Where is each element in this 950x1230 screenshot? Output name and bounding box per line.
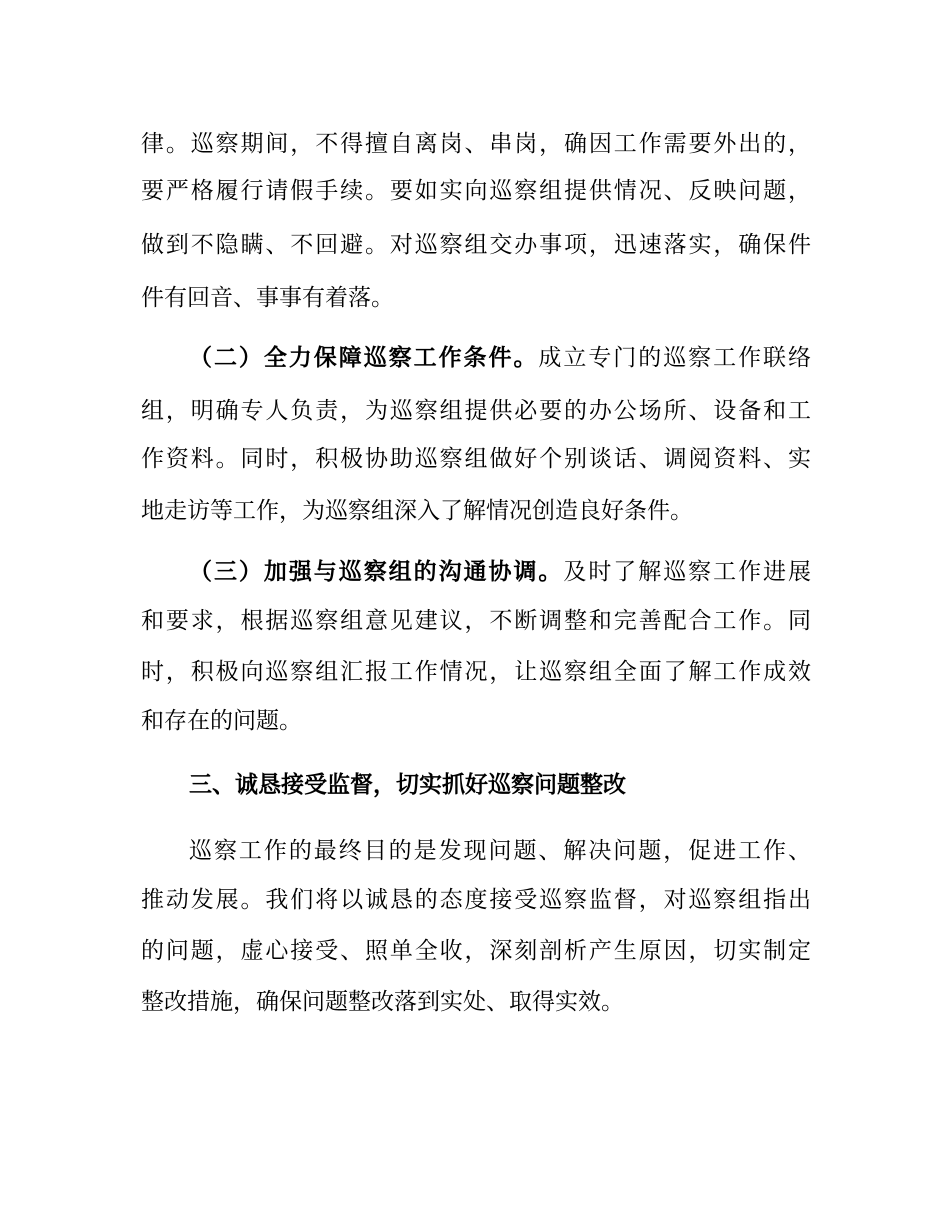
- para3-line-3: 时，积极向巡察组汇报工作情况，让巡察组全面了解工作成效: [141, 659, 811, 685]
- para1-line-1: 律。巡察期间，不得擅自离岗、串岗，确因工作需要外出的，: [141, 131, 811, 157]
- para2-line-4: 地走访等工作，为巡察组深入了解情况创造良好条件。: [141, 498, 693, 524]
- para2-first-line-rest: 成立专门的巡察工作联络: [538, 345, 811, 371]
- para1-line-4: 件有回音、事事有着落。: [141, 285, 394, 311]
- section-heading: 三、诚恳接受监督，切实抓好巡察问题整改: [189, 772, 626, 798]
- para1-line-2: 要严格履行请假手续。要如实向巡察组提供情况、反映问题，: [141, 178, 811, 204]
- para3-first-line: [189, 552, 811, 592]
- para4-first-line: 巡察工作的最终目的是发现问题、解决问题，促进工作、: [189, 838, 811, 864]
- para3-first-line-rest: 及时了解巡察工作进展: [563, 559, 811, 585]
- para4-line-2: 推动发展。我们将以诚恳的态度接受巡察监督，对巡察组指出: [141, 887, 811, 913]
- para3-line-4: 和存在的问题。: [141, 708, 302, 734]
- para3-line-2: 和要求，根据巡察组意见建议，不断调整和完善配合工作。同: [141, 608, 811, 634]
- para4-line-4: 整改措施，确保问题整改落到实处、取得实效。: [141, 989, 624, 1015]
- para2-first-line: [189, 338, 811, 378]
- para2-line-2: 组，明确专人负责，为巡察组提供必要的办公场所、设备和工: [141, 398, 811, 424]
- para2-bold-lead: （二）全力保障巡察工作条件。: [189, 345, 539, 371]
- para4-line-3: 的问题，虚心接受、照单全收，深刻剖析产生原因，切实制定: [141, 938, 811, 964]
- para3-bold-lead: （三）加强与巡察组的沟通协调。: [189, 559, 564, 585]
- para1-line-3: 做到不隐瞒、不回避。对巡察组交办事项，迅速落实，确保件: [141, 232, 811, 258]
- para2-line-3: 作资料。同时，积极协助巡察组做好个别谈话、调阅资料、实: [141, 446, 811, 472]
